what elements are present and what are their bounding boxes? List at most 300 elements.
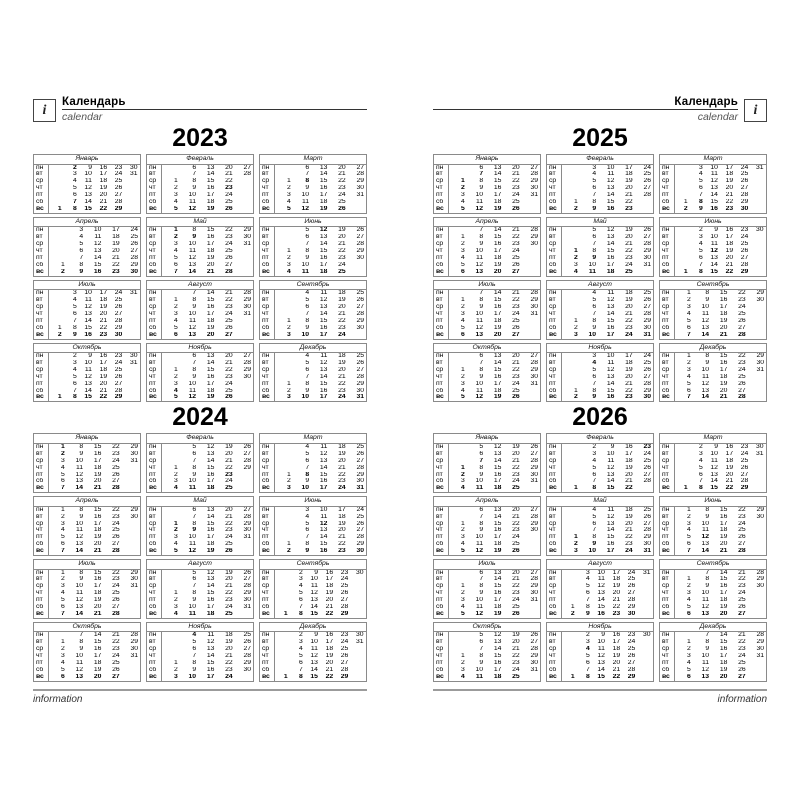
date-cell: 30 xyxy=(356,478,364,485)
date-cell: 23 xyxy=(225,234,233,241)
date-cell: 28 xyxy=(340,604,349,611)
month-cell xyxy=(546,280,654,340)
date-cell: 13 xyxy=(75,541,84,548)
date-cell: 1 xyxy=(174,464,178,471)
date-cell: 15 xyxy=(719,353,728,360)
date-cell: 5 xyxy=(592,227,597,234)
weekday-label: чт xyxy=(660,248,675,255)
date-cell: 28 xyxy=(530,513,538,520)
date-cell xyxy=(235,548,253,555)
date-cell xyxy=(122,548,140,555)
month-table xyxy=(147,353,253,401)
date-cell: 25 xyxy=(625,268,633,275)
date-cell: 21 xyxy=(325,666,334,673)
date-cell: 9 xyxy=(192,234,197,241)
date-cell: 4 xyxy=(586,576,590,583)
month-name: Март xyxy=(660,155,766,165)
weekday-label: пт xyxy=(434,192,449,199)
weekday-label: вс xyxy=(260,206,275,213)
date-cell: 1 xyxy=(287,380,291,387)
date-cell: 27 xyxy=(225,261,233,268)
date-cell: 12 xyxy=(710,178,718,185)
date-cell xyxy=(637,604,652,611)
date-cell: 29 xyxy=(340,611,349,617)
date-cell: 19 xyxy=(338,227,346,234)
date-cell: 30 xyxy=(756,583,764,590)
date-cell: 10 xyxy=(606,164,615,171)
date-cell: 30 xyxy=(756,513,764,520)
date-cell: 4 xyxy=(687,660,691,667)
date-cell xyxy=(348,199,366,206)
date-cell: 16 xyxy=(84,331,92,338)
date-cell: 25 xyxy=(738,660,746,667)
date-cell: 19 xyxy=(338,359,346,366)
date-cell xyxy=(275,597,290,604)
date-cell: 7 xyxy=(479,576,484,583)
weekday-label: вт xyxy=(547,576,562,583)
weekday-label: пт xyxy=(34,660,49,667)
weekday-label: ср xyxy=(434,521,449,528)
date-cell: 13 xyxy=(701,541,710,548)
date-cell: 16 xyxy=(493,471,502,478)
weekday-label: пн xyxy=(34,353,49,360)
date-cell: 21 xyxy=(612,666,621,673)
date-cell: 15 xyxy=(493,178,502,185)
date-cell: 15 xyxy=(493,464,502,471)
weekday-label: сб xyxy=(434,262,449,269)
date-cell: 9 xyxy=(714,443,718,450)
weekday-label: пн xyxy=(660,227,675,234)
weekday-label: пт xyxy=(147,597,162,604)
date-cell: 29 xyxy=(756,506,764,513)
weekday-label: ср xyxy=(147,367,162,374)
month-cell xyxy=(33,559,141,619)
date-cell: 5 xyxy=(592,366,597,373)
month-cell xyxy=(546,154,654,214)
date-cell: 27 xyxy=(512,268,520,275)
date-cell: 28 xyxy=(243,583,251,590)
date-cell: 11 xyxy=(301,268,310,275)
date-cell: 30 xyxy=(643,324,651,331)
date-cell xyxy=(748,541,766,548)
weekday-label: вс xyxy=(34,611,49,618)
date-cell: 24 xyxy=(114,171,123,178)
date-cell: 17 xyxy=(338,506,346,513)
date-cell: 28 xyxy=(356,241,364,248)
weekday-label: пт xyxy=(34,381,49,388)
date-cell: 11 xyxy=(476,604,484,611)
date-cell xyxy=(562,185,580,192)
date-cell: 11 xyxy=(476,387,484,394)
month-table xyxy=(547,290,653,338)
weekday-label: вс xyxy=(434,269,449,276)
date-cell: 21 xyxy=(93,548,102,555)
month-name: Октябрь xyxy=(34,623,140,633)
date-cell: 20 xyxy=(625,520,633,527)
weekday-label: пн xyxy=(660,165,675,172)
weekday-label: вс xyxy=(147,485,162,492)
date-cell: 22 xyxy=(512,583,520,590)
date-cell: 14 xyxy=(93,254,102,261)
date-cell: 29 xyxy=(643,248,651,255)
date-cell xyxy=(562,171,580,178)
date-cell: 14 xyxy=(319,464,328,471)
date-cell: 7 xyxy=(192,653,197,660)
date-cell: 28 xyxy=(530,646,538,653)
date-cell xyxy=(449,353,467,360)
date-cell xyxy=(675,472,690,479)
date-cell: 20 xyxy=(225,646,233,653)
date-cell xyxy=(122,521,140,528)
date-cell xyxy=(350,660,365,667)
date-cell: 2 xyxy=(574,394,578,401)
weekday-label: вс xyxy=(547,674,562,681)
date-cell xyxy=(562,451,580,458)
date-cell: 13 xyxy=(710,471,718,478)
date-cell: 3 xyxy=(73,359,77,366)
date-cell: 4 xyxy=(461,541,465,548)
date-cell: 6 xyxy=(479,639,484,646)
weekday-label: пн xyxy=(260,165,275,172)
date-cell: 18 xyxy=(719,310,728,317)
month-table xyxy=(34,290,140,338)
month-cell xyxy=(433,433,541,493)
date-cell: 7 xyxy=(305,373,310,380)
date-cell: 12 xyxy=(710,464,718,471)
date-cell: 27 xyxy=(356,164,364,171)
date-cell xyxy=(275,639,290,646)
date-cell: 27 xyxy=(530,506,538,513)
date-cell: 12 xyxy=(319,520,328,527)
date-cell: 5 xyxy=(479,443,484,450)
weekday-label: сб xyxy=(547,262,562,269)
date-cell: 11 xyxy=(702,597,710,604)
date-cell: 25 xyxy=(112,590,120,597)
date-cell: 5 xyxy=(299,590,303,597)
date-cell: 6 xyxy=(592,234,597,241)
date-cell: 21 xyxy=(338,534,346,541)
date-cell: 1 xyxy=(283,611,288,617)
date-cell: 11 xyxy=(476,199,484,206)
date-cell: 4 xyxy=(192,632,197,639)
date-cell: 1 xyxy=(461,520,465,527)
date-cell xyxy=(124,332,139,339)
date-cell: 19 xyxy=(93,471,102,478)
weekday-label: чт xyxy=(34,590,49,597)
date-cell: 19 xyxy=(319,205,328,212)
date-cell: 22 xyxy=(625,248,633,255)
weekday-label: чт xyxy=(547,311,562,318)
month-name: Май xyxy=(147,218,253,228)
date-cell: 1 xyxy=(683,485,688,492)
date-cell: 25 xyxy=(114,297,123,304)
month-cell xyxy=(433,559,541,619)
date-cell xyxy=(49,360,64,367)
date-cell xyxy=(522,611,540,618)
date-cell: 1 xyxy=(287,178,291,185)
date-cell: 5 xyxy=(461,394,465,401)
date-cell: 18 xyxy=(93,527,102,534)
date-cell: 15 xyxy=(84,394,92,401)
date-cell: 17 xyxy=(493,534,502,541)
date-cell: 18 xyxy=(606,268,615,275)
weekday-label: чт xyxy=(434,465,449,472)
date-cell xyxy=(122,611,140,618)
date-cell: 19 xyxy=(625,297,633,304)
date-cell: 29 xyxy=(627,604,636,611)
date-cell: 21 xyxy=(206,268,215,275)
date-cell: 25 xyxy=(225,485,233,492)
date-cell: 20 xyxy=(93,541,102,548)
date-cell: 2 xyxy=(574,254,578,261)
date-cell: 26 xyxy=(243,443,251,450)
date-cell: 6 xyxy=(305,234,310,241)
date-cell: 3 xyxy=(79,227,84,234)
date-cell: 6 xyxy=(174,261,178,268)
date-cell: 9 xyxy=(705,513,710,520)
date-cell: 25 xyxy=(243,632,251,639)
date-cell: 21 xyxy=(325,604,334,611)
date-cell: 6 xyxy=(61,673,65,680)
year-title: 2025 xyxy=(572,124,628,152)
date-cell: 11 xyxy=(702,527,710,534)
date-cell xyxy=(562,241,580,248)
date-cell: 5 xyxy=(192,569,197,576)
month-cell xyxy=(659,496,767,556)
date-cell: 12 xyxy=(188,394,197,401)
weekday-label: вт xyxy=(434,451,449,458)
date-cell: 21 xyxy=(99,199,108,206)
weekday-label: пн xyxy=(660,290,675,297)
month-name: Июль xyxy=(34,560,140,570)
date-cell xyxy=(748,674,766,681)
weekday-label: вс xyxy=(547,548,562,555)
date-cell: 26 xyxy=(130,241,138,248)
date-cell: 2 xyxy=(687,297,691,304)
date-cell: 13 xyxy=(310,660,318,667)
date-cell: 14 xyxy=(710,192,718,199)
date-cell: 14 xyxy=(319,310,328,317)
weekday-label: вс xyxy=(547,269,562,276)
date-cell: 10 xyxy=(310,639,318,646)
date-cell: 12 xyxy=(475,261,484,268)
date-cell xyxy=(449,451,467,458)
date-cell: 9 xyxy=(592,394,597,401)
date-cell: 19 xyxy=(338,450,346,457)
weekday-label: вс xyxy=(434,332,449,339)
date-cell: 1 xyxy=(574,199,578,206)
date-cell: 29 xyxy=(756,639,764,646)
date-cell: 23 xyxy=(740,443,749,450)
date-cell: 29 xyxy=(114,394,123,401)
date-cell: 11 xyxy=(94,234,102,241)
date-cell: 25 xyxy=(643,290,651,297)
date-cell: 10 xyxy=(475,248,484,255)
date-cell: 29 xyxy=(530,464,538,471)
date-cell: 8 xyxy=(192,227,197,234)
date-cell xyxy=(522,394,540,401)
month-table xyxy=(547,632,653,680)
date-cell: 2 xyxy=(174,185,178,192)
weekday-label: вт xyxy=(434,297,449,304)
date-cell xyxy=(124,206,139,213)
date-cell: 9 xyxy=(79,268,84,275)
date-cell xyxy=(750,192,765,199)
date-cell xyxy=(275,660,290,667)
date-cell: 29 xyxy=(530,520,538,527)
date-cell: 25 xyxy=(114,178,123,185)
date-cell: 29 xyxy=(740,268,749,275)
date-cell: 25 xyxy=(643,457,651,464)
date-cell: 22 xyxy=(512,297,520,304)
weekday-label: сб xyxy=(434,604,449,611)
date-cell: 6 xyxy=(461,331,465,338)
date-cell xyxy=(124,311,139,318)
date-cell: 18 xyxy=(225,632,233,639)
date-cell: 5 xyxy=(479,632,484,639)
month-cell xyxy=(33,154,141,214)
date-cell: 24 xyxy=(512,192,520,199)
date-cell xyxy=(235,394,253,401)
date-cell: 25 xyxy=(225,387,233,394)
date-cell: 27 xyxy=(643,520,651,527)
weekday-label: ср xyxy=(547,646,562,653)
date-cell: 27 xyxy=(112,541,120,548)
date-cell: 7 xyxy=(592,380,597,387)
date-cell: 23 xyxy=(738,297,746,304)
date-cell: 16 xyxy=(206,304,215,310)
date-cell: 3 xyxy=(174,380,178,387)
date-cell: 24 xyxy=(625,548,633,555)
date-cell: 13 xyxy=(701,673,710,680)
date-cell xyxy=(275,576,290,583)
date-cell: 15 xyxy=(493,653,502,660)
date-cell: 14 xyxy=(493,290,502,297)
date-cell xyxy=(122,604,140,611)
date-cell: 6 xyxy=(61,604,65,611)
date-cell: 23 xyxy=(738,583,746,590)
date-cell: 14 xyxy=(710,261,718,268)
date-cell: 28 xyxy=(740,478,749,485)
weekday-label: пт xyxy=(147,255,162,262)
date-cell: 17 xyxy=(99,290,108,297)
weekday-label: чт xyxy=(660,185,675,192)
date-cell: 6 xyxy=(299,597,303,604)
date-cell xyxy=(162,458,180,465)
date-cell: 5 xyxy=(586,583,590,590)
date-cell: 18 xyxy=(725,171,734,178)
date-cell xyxy=(235,674,253,681)
date-cell: 14 xyxy=(319,171,328,178)
date-cell: 16 xyxy=(206,185,215,192)
date-cell: 1 xyxy=(683,268,688,275)
date-cell: 15 xyxy=(719,506,728,513)
date-cell: 4 xyxy=(61,660,65,667)
date-cell xyxy=(522,199,540,206)
weekday-label: вт xyxy=(147,451,162,458)
date-cell: 9 xyxy=(192,304,197,310)
date-cell: 21 xyxy=(93,485,102,492)
date-cell: 8 xyxy=(73,324,77,331)
date-cell: 30 xyxy=(756,646,764,653)
date-cell: 19 xyxy=(493,394,502,401)
date-cell: 19 xyxy=(93,534,102,541)
date-cell: 19 xyxy=(206,324,215,331)
date-cell: 22 xyxy=(338,317,346,324)
date-cell xyxy=(350,576,365,583)
date-cell: 4 xyxy=(461,317,465,324)
date-cell xyxy=(522,206,540,213)
date-cell: 11 xyxy=(476,317,484,324)
date-cell: 29 xyxy=(130,506,138,513)
date-cell: 1 xyxy=(461,366,465,373)
date-cell xyxy=(49,178,64,185)
date-cell: 2 xyxy=(683,205,688,212)
date-cell: 26 xyxy=(114,185,123,192)
date-cell: 26 xyxy=(356,450,364,457)
date-cell: 27 xyxy=(114,192,123,199)
weekday-label: вт xyxy=(260,514,275,521)
weekday-label: вс xyxy=(434,548,449,555)
month-name: Октябрь xyxy=(34,344,140,354)
date-cell: 15 xyxy=(206,590,215,597)
date-cell: 14 xyxy=(75,485,84,492)
date-cell xyxy=(162,165,180,172)
date-cell: 13 xyxy=(75,604,84,611)
date-cell xyxy=(675,241,690,248)
date-cell xyxy=(275,514,293,521)
date-cell: 11 xyxy=(320,443,328,450)
date-cell: 14 xyxy=(84,199,92,206)
date-cell: 7 xyxy=(305,241,310,248)
date-cell xyxy=(562,367,580,374)
weekday-label: ср xyxy=(260,646,275,653)
date-cell: 9 xyxy=(314,632,318,639)
date-cell: 29 xyxy=(114,324,123,331)
month-cell xyxy=(146,343,254,403)
date-cell: 10 xyxy=(597,639,605,646)
date-cell: 11 xyxy=(189,248,197,255)
date-cell: 24 xyxy=(225,241,233,248)
date-cell: 29 xyxy=(356,248,364,255)
date-cell: 24 xyxy=(338,261,346,268)
date-cell: 29 xyxy=(243,464,251,471)
date-cell: 10 xyxy=(710,450,718,457)
weekday-label: пт xyxy=(547,534,562,541)
date-cell xyxy=(562,590,577,597)
date-cell: 14 xyxy=(493,227,502,234)
date-cell: 8 xyxy=(479,234,484,241)
date-cell: 10 xyxy=(75,457,84,464)
month-cell xyxy=(433,217,541,277)
month-table xyxy=(260,165,366,213)
date-cell: 16 xyxy=(710,205,718,212)
date-cell: 19 xyxy=(338,297,346,304)
date-cell: 24 xyxy=(340,639,349,646)
date-cell: 30 xyxy=(530,660,538,667)
date-cell: 3 xyxy=(287,394,291,401)
date-cell xyxy=(748,381,766,388)
date-cell: 25 xyxy=(627,576,636,583)
weekday-label: чт xyxy=(547,248,562,255)
date-cell: 20 xyxy=(225,576,233,583)
date-cell: 3 xyxy=(687,590,691,597)
date-cell: 1 xyxy=(61,443,65,450)
weekday-label: сб xyxy=(260,325,275,332)
date-cell: 2 xyxy=(461,304,465,310)
weekday-label: пт xyxy=(434,472,449,479)
date-cell: 27 xyxy=(356,234,364,241)
